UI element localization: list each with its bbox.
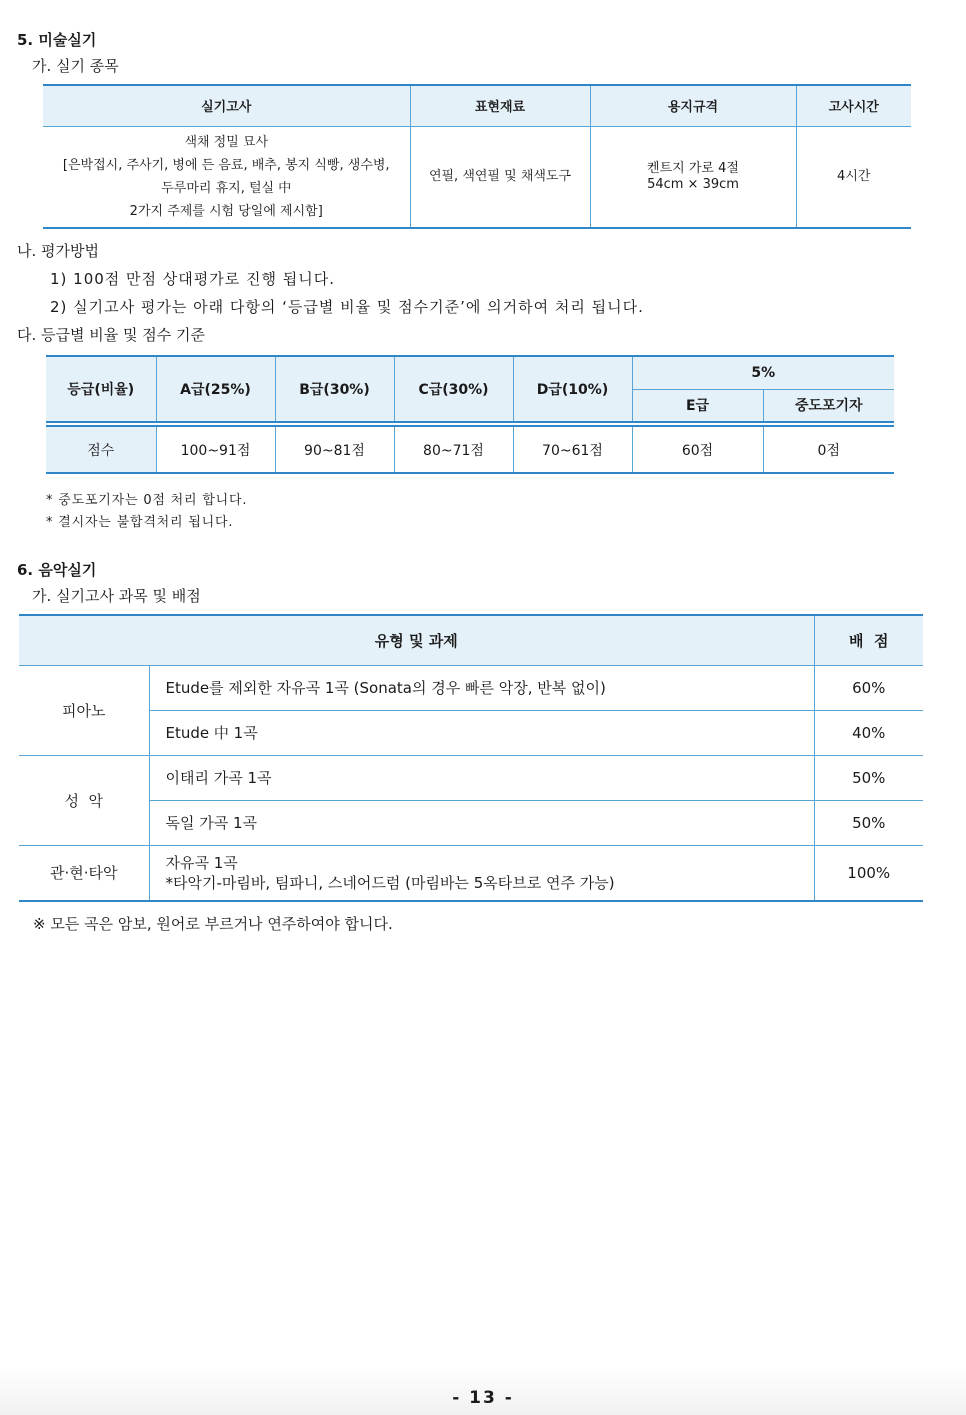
vocal-score-1: 50% bbox=[814, 755, 923, 800]
instrument-task-line: *타악기-마림바, 팀파니, 스네어드럼 (마림바는 5옥타브로 연주 가능) bbox=[165, 873, 615, 892]
score-label: 점수 bbox=[46, 426, 156, 473]
time-cell: 4시간 bbox=[796, 126, 911, 228]
header-time: 고사시간 bbox=[796, 85, 911, 126]
grade-dropout: 중도포기자 bbox=[763, 389, 894, 422]
header-score: 배 점 bbox=[814, 615, 923, 665]
grade-group-5pct: 5% bbox=[632, 356, 894, 389]
method-2: 2) 실기고사 평가는 아래 다항의 ‘등급별 비율 및 점수기준’에 의거하여 처리 됩니다. bbox=[50, 298, 644, 316]
instrument-task bbox=[149, 845, 814, 901]
vocal-task-2: 독일 가곡 1곡 bbox=[149, 800, 814, 845]
piano-score-2: 40% bbox=[814, 710, 923, 755]
header-exam: 실기고사 bbox=[43, 85, 410, 126]
music-exam-table bbox=[19, 614, 923, 902]
paper-cell bbox=[590, 126, 796, 228]
header-paper: 용지규격 bbox=[590, 85, 796, 126]
exam-line: 색채 정밀 묘사 bbox=[184, 134, 269, 150]
category-instrument: 관·현·타악 bbox=[19, 845, 149, 901]
note-absent: * 결시자는 불합격처리 됩니다. bbox=[46, 515, 234, 530]
score-d: 70~61점 bbox=[513, 426, 632, 473]
section-5-title: 5. 미술실기 bbox=[17, 31, 97, 49]
material-cell: 연필, 색연필 및 채색도구 bbox=[410, 126, 590, 228]
grade-a: A급(25%) bbox=[156, 356, 275, 422]
grade-b: B급(30%) bbox=[275, 356, 394, 422]
paper-line: 54cm × 39cm bbox=[647, 176, 739, 192]
category-piano: 피아노 bbox=[19, 665, 149, 755]
music-note: ※ 모든 곡은 암보, 원어로 부르거나 연주하여야 합니다. bbox=[33, 915, 393, 933]
grade-d: D급(10%) bbox=[513, 356, 632, 422]
grade-e: E급 bbox=[632, 389, 763, 422]
note-dropout: * 중도포기자는 0점 처리 합니다. bbox=[46, 493, 248, 508]
grade-table bbox=[46, 355, 894, 474]
section-6-sub-ga: 가. 실기고사 과목 및 배점 bbox=[32, 587, 201, 605]
page-number: - 13 - bbox=[452, 1388, 514, 1408]
header-task: 유형 및 과제 bbox=[19, 615, 814, 665]
piano-task-1: Etude를 제외한 자유곡 1곡 (Sonata의 경우 빠른 악장, 반복 없이) bbox=[149, 665, 814, 710]
section-5-sub-da: 다. 등급별 비율 및 점수 기준 bbox=[17, 326, 205, 344]
grade-c: C급(30%) bbox=[394, 356, 513, 422]
exam-line: 두루마리 휴지, 털실 中 bbox=[161, 180, 292, 196]
section-5-sub-ga: 가. 실기 종목 bbox=[32, 57, 119, 75]
piano-task-2: Etude 中 1곡 bbox=[149, 710, 814, 755]
exam-line: 2가지 주제를 시험 당일에 제시함] bbox=[129, 203, 323, 219]
vocal-task-1: 이태리 가곡 1곡 bbox=[149, 755, 814, 800]
method-1: 1) 100점 만점 상대평가로 진행 됩니다. bbox=[50, 270, 336, 288]
header-material: 표현재료 bbox=[410, 85, 590, 126]
score-c: 80~71점 bbox=[394, 426, 513, 473]
score-a: 100~91점 bbox=[156, 426, 275, 473]
exam-description bbox=[43, 126, 410, 228]
score-b: 90~81점 bbox=[275, 426, 394, 473]
score-dropout: 0점 bbox=[763, 426, 894, 473]
section-5-sub-na: 나. 평가방법 bbox=[17, 242, 99, 260]
paper-line: 켄트지 가로 4절 bbox=[647, 160, 739, 176]
grade-head-label: 등급(비율) bbox=[46, 356, 156, 422]
piano-score-1: 60% bbox=[814, 665, 923, 710]
instrument-task-line: 자유곡 1곡 bbox=[165, 853, 238, 872]
instrument-score: 100% bbox=[814, 845, 923, 901]
art-exam-table bbox=[43, 84, 911, 229]
exam-line: [은박접시, 주사기, 병에 든 음료, 배추, 봉지 식빵, 생수병, bbox=[62, 157, 390, 173]
category-vocal: 성 악 bbox=[19, 755, 149, 845]
score-e: 60점 bbox=[632, 426, 763, 473]
vocal-score-2: 50% bbox=[814, 800, 923, 845]
section-6-title: 6. 음악실기 bbox=[17, 561, 97, 579]
